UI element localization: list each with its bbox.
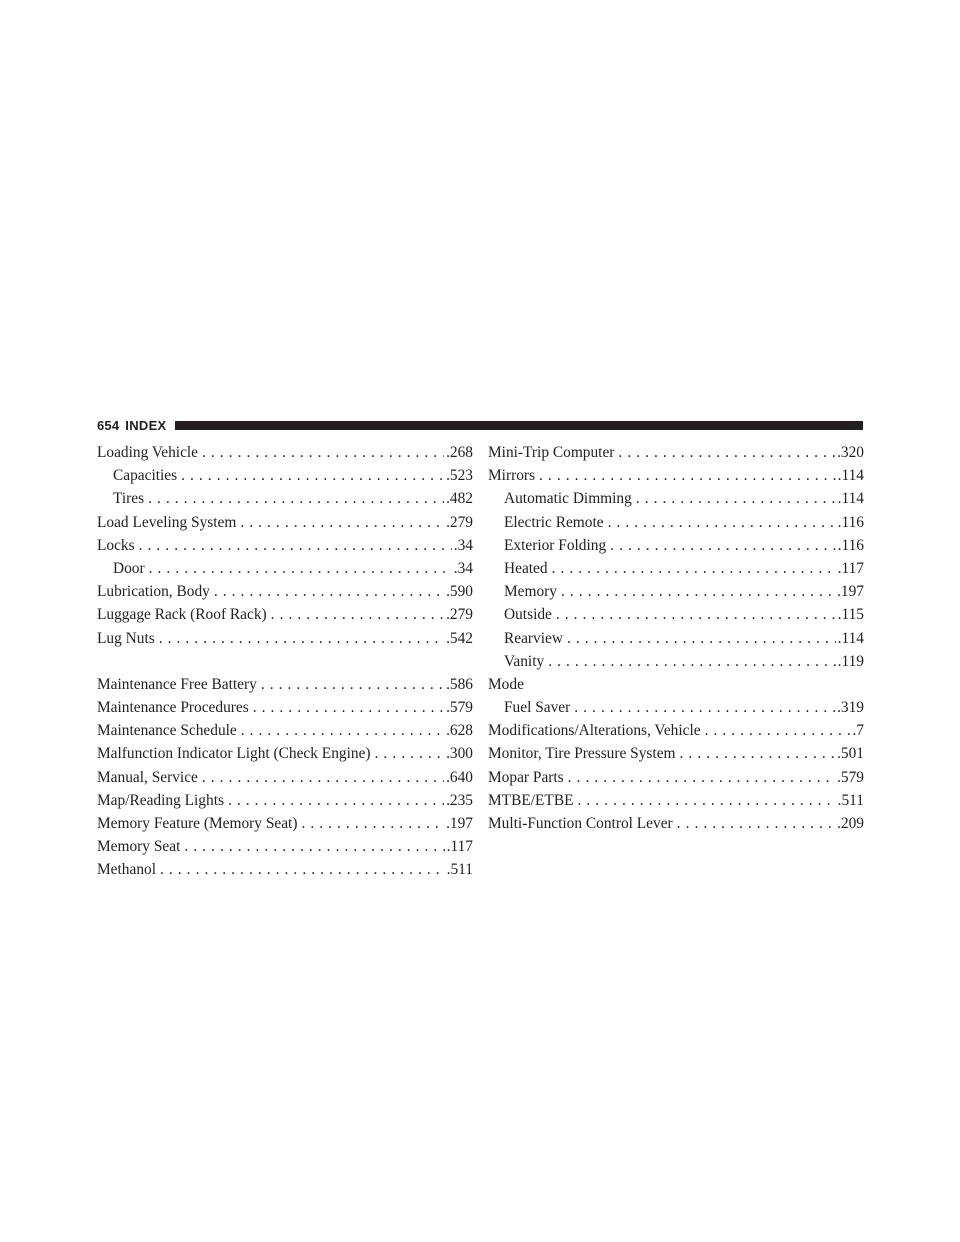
entry-page: .268	[446, 444, 473, 461]
entry-page: .319	[837, 699, 864, 717]
dot-leader	[139, 534, 452, 557]
entry-term: Vanity	[504, 652, 545, 670]
index-entry	[97, 766, 473, 789]
section-title: INDEX	[125, 417, 167, 433]
dot-leader	[610, 534, 835, 557]
dot-leader	[375, 742, 445, 765]
entry-page: .117	[446, 838, 473, 856]
entry-page: .590	[446, 583, 473, 601]
entry-page: .209	[837, 815, 864, 832]
dot-leader	[567, 627, 836, 650]
dot-leader	[578, 789, 836, 812]
index-entry	[97, 742, 473, 765]
dot-leader	[539, 464, 836, 487]
entry-term: Capacities	[113, 467, 178, 485]
entry-page: .197	[837, 583, 864, 601]
index-subentry	[488, 511, 864, 534]
index-subentry	[488, 696, 864, 719]
entry-page: .300	[446, 745, 473, 763]
entry-term: Lubrication, Body	[97, 583, 210, 601]
entry-term: Manual, Service	[97, 768, 198, 786]
index-entry	[97, 789, 473, 812]
entry-page: .114	[837, 490, 864, 508]
entry-term: Map/Reading Lights	[97, 791, 224, 809]
entry-page: .628	[446, 722, 473, 740]
dot-leader	[301, 812, 444, 835]
dot-leader	[159, 627, 444, 650]
index-entry	[97, 719, 473, 742]
entry-term: Memory	[504, 583, 558, 601]
index-column-right	[488, 441, 864, 835]
entry-page: .579	[837, 768, 864, 786]
entry-page: .197	[446, 815, 473, 832]
entry-term: MTBE/ETBE	[488, 791, 574, 809]
dot-leader	[636, 487, 836, 510]
entry-page: .279	[446, 513, 473, 531]
entry-page: .511	[446, 861, 473, 879]
entry-page: .586	[446, 675, 473, 693]
dot-leader	[561, 580, 835, 603]
entry-term: Tires	[113, 490, 145, 508]
entry-page: .640	[446, 768, 473, 786]
index-entry	[97, 835, 473, 858]
index-entry	[97, 696, 473, 719]
dot-leader	[181, 464, 444, 487]
dot-leader	[202, 766, 444, 789]
index-subentry	[97, 464, 473, 487]
dot-leader	[568, 766, 835, 789]
entry-term: Heated	[504, 559, 548, 577]
index-subentry	[488, 650, 864, 673]
dot-leader	[552, 557, 836, 580]
entry-page: .114	[837, 467, 864, 485]
dot-leader	[705, 719, 851, 742]
entry-term: Load Leveling System	[97, 513, 237, 531]
entry-term: Mini-Trip Computer	[488, 444, 615, 461]
entry-page: .579	[446, 699, 473, 717]
entry-page: .34	[453, 559, 473, 577]
dot-leader	[149, 557, 452, 580]
index-subentry	[97, 487, 473, 510]
dot-leader	[618, 441, 835, 464]
page-number: 654	[97, 417, 120, 433]
entry-page: .501	[837, 745, 864, 763]
entry-page: .482	[446, 490, 473, 508]
entry-term: Malfunction Indicator Light (Check Engine)	[97, 745, 371, 763]
dot-leader	[556, 603, 836, 626]
header-rule	[175, 421, 863, 430]
entry-term: Maintenance Free Battery	[97, 675, 257, 693]
entry-term: Memory Seat	[97, 838, 181, 856]
entry-term: Maintenance Schedule	[97, 722, 237, 740]
index-subentry	[488, 557, 864, 580]
entry-term: Outside	[504, 606, 552, 624]
dot-leader	[680, 742, 836, 765]
entry-page: .34	[453, 536, 473, 554]
entry-term: Locks	[97, 536, 135, 554]
letter-group-gap	[97, 650, 473, 673]
dot-leader	[677, 812, 835, 835]
entry-page: .119	[837, 652, 864, 670]
index-entry	[97, 580, 473, 603]
dot-leader	[253, 696, 444, 719]
entry-term: Rearview	[504, 629, 563, 647]
entry-term: Modifications/Alterations, Vehicle	[488, 722, 701, 740]
entry-page: .114	[837, 629, 864, 647]
index-entry	[97, 673, 473, 696]
entry-page: .523	[446, 467, 473, 485]
index-entry	[488, 673, 864, 696]
index-entry	[97, 603, 473, 626]
index-entry	[97, 534, 473, 557]
index-entry	[97, 812, 473, 835]
entry-term: Luggage Rack (Roof Rack)	[97, 606, 267, 624]
entry-term: Lug Nuts	[97, 629, 155, 647]
index-entry	[488, 441, 864, 464]
entry-page: .511	[837, 791, 864, 809]
index-subentry	[488, 627, 864, 650]
entry-term: Mode	[488, 675, 524, 693]
entry-term: Maintenance Procedures	[97, 699, 249, 717]
index-entry	[488, 719, 864, 742]
dot-leader	[548, 650, 835, 673]
page-header	[97, 414, 863, 436]
index-column-left	[97, 441, 473, 882]
index-entry	[97, 511, 473, 534]
dot-leader	[202, 441, 444, 464]
dot-leader	[271, 603, 444, 626]
entry-term: Monitor, Tire Pressure System	[488, 745, 676, 763]
entry-term: Fuel Saver	[504, 699, 571, 717]
dot-leader	[160, 858, 445, 881]
dot-leader	[574, 696, 835, 719]
dot-leader	[608, 511, 836, 534]
dot-leader	[261, 673, 444, 696]
entry-page: .320	[837, 444, 864, 461]
entry-term: Electric Remote	[504, 513, 604, 531]
index-entry	[97, 627, 473, 650]
entry-term: Memory Feature (Memory Seat)	[97, 815, 298, 832]
dot-leader	[184, 835, 444, 858]
index-subentry	[97, 557, 473, 580]
entry-page: .116	[837, 536, 864, 554]
index-entry	[97, 858, 473, 881]
index-subentry	[488, 534, 864, 557]
entry-page: .7	[852, 722, 864, 740]
entry-term: Methanol	[97, 861, 156, 879]
dot-leader	[241, 719, 444, 742]
entry-term: Exterior Folding	[504, 536, 607, 554]
index-entry	[97, 441, 473, 464]
index-entry	[488, 766, 864, 789]
index-entry	[488, 464, 864, 487]
entry-page: .279	[446, 606, 473, 624]
entry-page: .542	[446, 629, 473, 647]
entry-term: Mopar Parts	[488, 768, 564, 786]
index-entry	[488, 789, 864, 812]
entry-term: Automatic Dimming	[504, 490, 632, 508]
index-entry	[488, 812, 864, 835]
index-entry	[488, 742, 864, 765]
dot-leader	[228, 789, 444, 812]
index-subentry	[488, 580, 864, 603]
entry-page: .116	[837, 513, 864, 531]
dot-leader	[214, 580, 444, 603]
index-subentry	[488, 603, 864, 626]
entry-term: Multi-Function Control Lever	[488, 815, 673, 832]
entry-page: .115	[837, 606, 864, 624]
entry-term: Mirrors	[488, 467, 536, 485]
entry-page: .117	[837, 559, 864, 577]
dot-leader	[148, 487, 444, 510]
entry-term: Door	[113, 559, 145, 577]
entry-term: Loading Vehicle	[97, 444, 199, 461]
entry-page: .235	[446, 791, 473, 809]
index-subentry	[488, 487, 864, 510]
dot-leader	[240, 511, 444, 534]
